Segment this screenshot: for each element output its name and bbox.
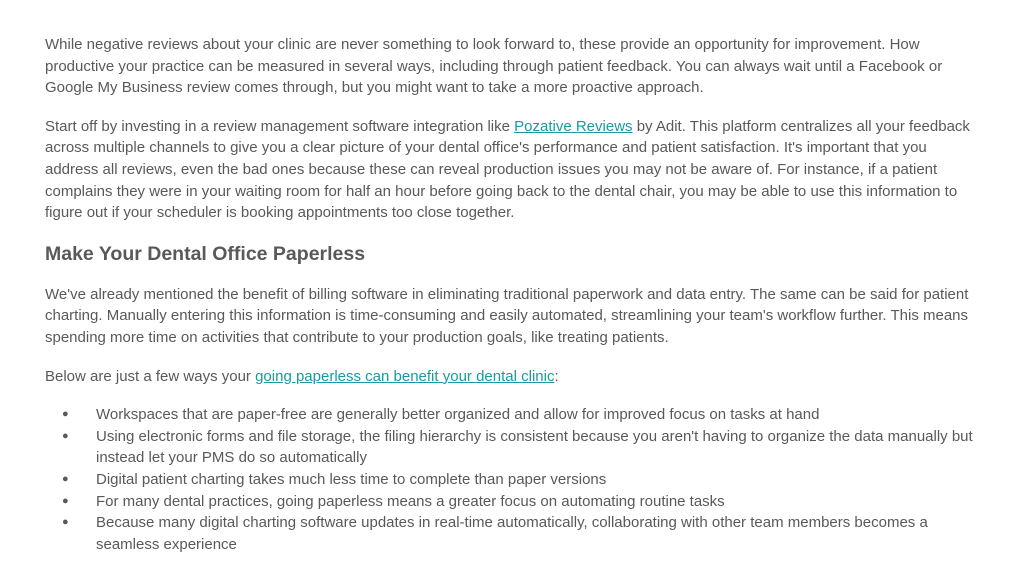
bullet-icon: ●	[62, 516, 69, 529]
bullet-icon: ●	[62, 429, 69, 442]
section-paragraph-1: We've already mentioned the benefit of billing software in eliminating traditional paperwork and data entry. The same can be said for patient charting. Manually entering this information is time-consuming and easily automated, streamlining your team's workflow further. This means spending more time on activities that contribute to your production goals, like treating patients.	[45, 285, 969, 346]
intro-paragraph-2-rest: by Adit. This platform centralizes all your feedback across multiple channels to give you a clear picture of your dental office's performance and patient satisfaction. It's important that you address all reviews, even the bad ones because these can reveal production issues you may not be aware of. For instance, if a patient complains they were in your waiting room for half an hour before going back to the dental chair, you may be able to use this information to figure out if your scheduler is booking appointments too close together.	[45, 117, 970, 222]
list-item	[45, 426, 982, 469]
section-paragraph-2-lead: Below are just a few ways your	[45, 367, 256, 385]
intro-paragraph-1: While negative reviews about your clinic are never something to look forward to, these provide an opportunity for improvement. How productive your practice can be measured in several ways, including through patient feedback. You can always wait until a Facebook or Google My Business review comes through, but you might want to take a more proactive approach.	[45, 36, 943, 97]
going-paperless-link[interactable]: going paperless can benefit your dental clinic	[255, 367, 555, 385]
intro-paragraph-2	[45, 116, 982, 224]
intro-paragraph-2-lead: Start off by investing in a review management software integration like	[45, 117, 515, 135]
list-item	[45, 512, 982, 555]
list-item-text: Using electronic forms and file storage, the filing hierarchy is consistent because you aren't having to organize the data manually but instead let your PMS do so automatically	[96, 427, 973, 467]
list-item	[45, 404, 982, 426]
benefits-list	[45, 404, 982, 555]
section-paragraph-2	[45, 366, 982, 388]
bullet-icon: ●	[62, 472, 69, 485]
bullet-icon: ●	[62, 494, 69, 507]
list-item-text: Workspaces that are paper-free are generally better organized and allow for improved focus on tasks at hand	[96, 406, 820, 424]
pozative-reviews-link[interactable]: Pozative Reviews	[514, 117, 633, 135]
list-item-text: Digital patient charting takes much less time to complete than paper versions	[96, 470, 607, 488]
section-heading: Make Your Dental Office Paperless	[45, 242, 366, 265]
section-paragraph-2-colon: :	[554, 367, 559, 385]
list-item-text: For many dental practices, going paperless means a greater focus on automating routine tasks	[96, 492, 725, 510]
list-item	[45, 469, 982, 491]
list-item	[45, 491, 982, 513]
list-item-text: Because many digital charting software updates in real-time automatically, collaborating with other team members becomes a seamless experience	[96, 514, 928, 553]
bullet-icon: ●	[62, 408, 69, 421]
